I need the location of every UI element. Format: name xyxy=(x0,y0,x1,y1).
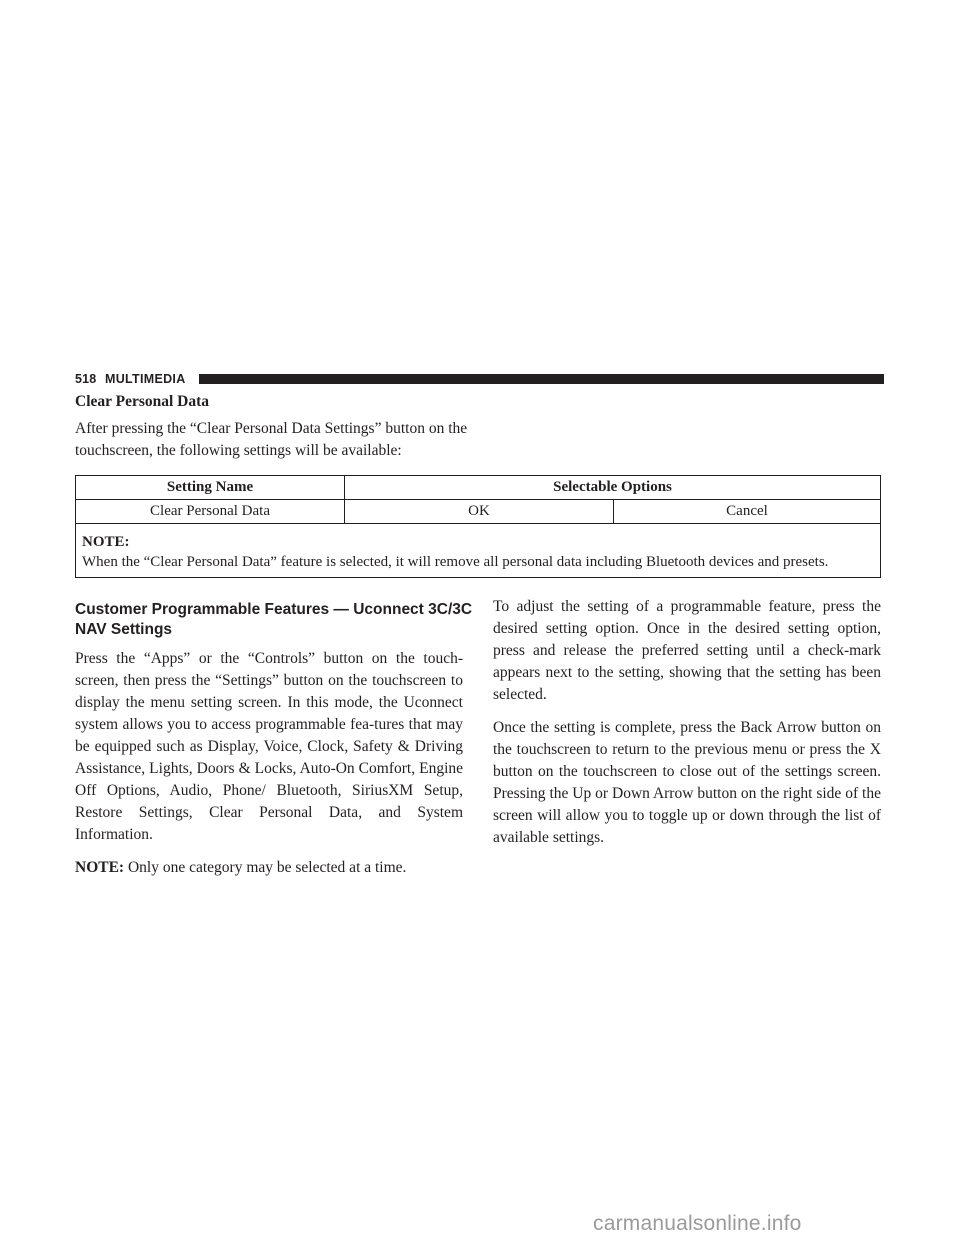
table-header-setting-name: Setting Name xyxy=(76,476,345,500)
table-note-text: When the “Clear Personal Data” feature is selected, it will remove all personal data including Bluetooth devices and presets. xyxy=(82,554,829,570)
table-cell-option-ok: OK xyxy=(345,500,614,524)
section-title: MULTIMEDIA xyxy=(105,372,186,386)
customer-features-paragraph-3: Once the setting is complete, press the Back Arrow button on the touchscreen to return to the previous menu or press the X button on the touchscreen to close out of the settings screen. Pressing the Up or Down Arrow button on the right side of the screen will allow you to toggle up or down through the list of available settings. xyxy=(493,719,881,846)
watermark-text: carmanualsonline.info xyxy=(593,1212,802,1235)
clear-personal-data-intro: After pressing the “Clear Personal Data Settings” button on the touchscreen, the following settings will be available: xyxy=(75,420,468,459)
customer-features-note-label: NOTE: xyxy=(75,859,125,876)
table-row xyxy=(76,500,881,524)
table-cell-option-cancel: Cancel xyxy=(614,500,881,524)
page-header xyxy=(75,371,884,387)
table-note xyxy=(76,524,881,578)
page-number: 518 xyxy=(75,372,97,386)
customer-features-paragraph-2: To adjust the setting of a programmable feature, press the desired setting option. Once in the desired setting option, press and release the preferred setting until a check-mark appears next to the setting, showing that the setting has been selected. xyxy=(493,598,881,703)
table-header-row xyxy=(76,476,881,500)
customer-features-note xyxy=(75,857,463,879)
right-column xyxy=(493,596,881,860)
customer-features-title: Customer Programmable Features — Uconnect 3C/3C NAV Settings xyxy=(75,601,473,638)
clear-personal-data-title: Clear Personal Data xyxy=(75,393,210,410)
settings-table xyxy=(75,475,881,578)
table-cell-setting: Clear Personal Data xyxy=(76,500,345,524)
customer-features-paragraph-1: Press the “Apps” or the “Controls” button on the touch-screen, then press the “Settings” button on the touchscreen to display the menu setting screen. In this mode, the Uconnect system allows you to access programmable fea-tures that may be equipped such as Display, Voice, Clock, Safety & Driving Assistance, Lights, Doors & Locks, Auto-On Comfort, Engine Off Options, Audio, Phone/ Bluetooth, SiriusXM Setup, Restore Settings, Clear Personal Data, and System Information. xyxy=(75,650,463,843)
customer-features-note-text: Only one category may be selected at a time. xyxy=(127,859,407,876)
table-note-row xyxy=(76,524,881,578)
left-column xyxy=(75,648,463,890)
header-rule xyxy=(199,374,884,384)
table-header-selectable-options: Selectable Options xyxy=(345,476,881,500)
table-note-label: NOTE: xyxy=(82,534,130,550)
